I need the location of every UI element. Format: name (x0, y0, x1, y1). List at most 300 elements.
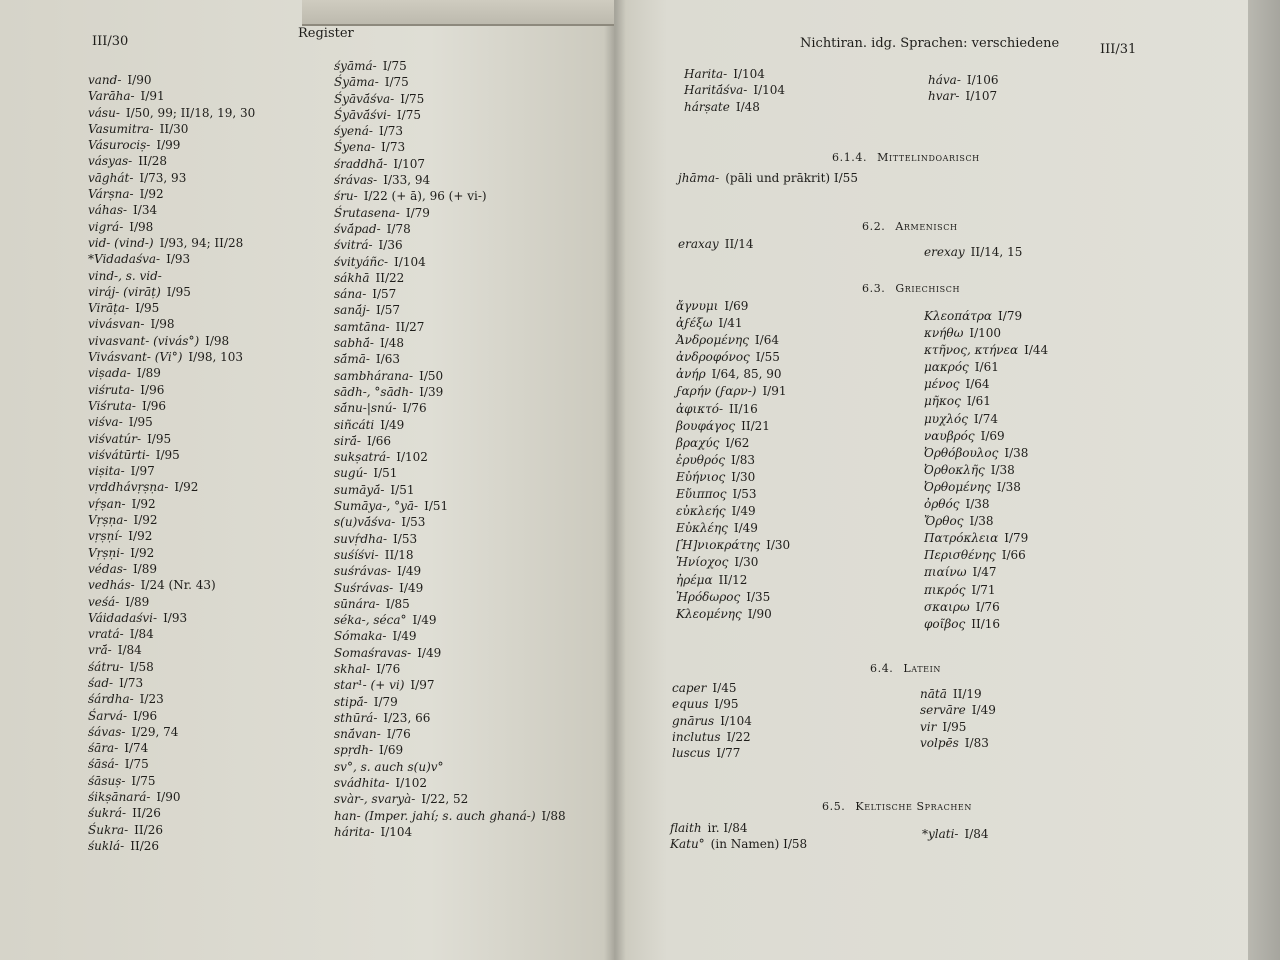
index-entry (88, 838, 255, 854)
index-reference: I/35 (746, 589, 771, 604)
index-reference: I/83 (731, 452, 756, 467)
index-entry (334, 58, 566, 74)
index-headword: erexay (924, 245, 965, 259)
index-entry (924, 582, 1048, 599)
index-headword: caper (672, 681, 707, 695)
index-entry (88, 121, 255, 137)
index-entry (334, 400, 566, 416)
index-headword: ἄγνυμι (676, 299, 719, 313)
index-headword: vásyas- (88, 154, 133, 169)
index-headword: sanā́j- (334, 303, 370, 318)
index-headword: ἀφικτό- (676, 401, 723, 416)
index-entry (88, 496, 255, 512)
index-reference: I/85 (385, 596, 410, 611)
section-entries-left (672, 680, 752, 761)
index-reference: I/107 (393, 156, 426, 171)
section-entries-left (678, 236, 754, 252)
section-heading-latein: 6.4. Latein (870, 662, 941, 675)
index-reference: I/76 (386, 727, 411, 742)
index-headword: suvṛ́dha- (334, 531, 388, 546)
index-reference: I/84 (117, 643, 142, 658)
index-reference: II/16 (729, 401, 758, 416)
index-reference: I/77 (716, 746, 741, 761)
index-headword: sukṣatrá- (334, 450, 391, 465)
index-headword: hárṣate (684, 99, 730, 114)
index-headword: Śyena- (334, 140, 376, 155)
index-headword: Suśrávas- (334, 580, 394, 595)
index-headword: samtāna- (334, 319, 390, 334)
index-headword: ναυβρός (924, 428, 975, 443)
index-entry (88, 414, 255, 430)
index-headword: śraddhā́- (334, 156, 388, 171)
index-headword: Katu° (670, 837, 705, 852)
index-reference: I/69 (980, 428, 1005, 443)
index-entry (676, 589, 790, 606)
index-reference: I/104 (720, 713, 752, 728)
index-entry (924, 393, 1048, 410)
index-headword: βραχύς (676, 435, 720, 450)
index-reference: I/71 (971, 582, 996, 597)
index-entry (672, 745, 752, 761)
index-reference: II/19 (952, 687, 982, 701)
index-reference: I/30 (734, 555, 759, 570)
index-entry (88, 365, 255, 381)
index-headword: Sumāya-, °yā- (334, 499, 419, 514)
index-reference: II/27 (395, 319, 425, 334)
index-entry (676, 418, 790, 435)
index-reference: I/96 (133, 708, 158, 723)
index-entry (334, 612, 566, 628)
index-reference: I/73 (378, 124, 404, 139)
index-headword: viśvátūrti- (88, 447, 150, 462)
index-entry (924, 564, 1048, 581)
index-entry (88, 268, 255, 284)
index-headword: śuklá- (88, 838, 125, 853)
index-headword: vind-, s. vid- (88, 268, 162, 283)
index-reference: I/75 (382, 59, 407, 73)
index-entry (88, 398, 255, 414)
index-headword: śikṣānará- (88, 790, 151, 805)
index-entry (334, 498, 566, 514)
index-reference: (in Namen) I/58 (710, 837, 808, 852)
index-headword: gnārus (672, 713, 715, 728)
index-reference: I/49 (417, 645, 442, 660)
index-entry (334, 221, 566, 237)
index-headword: śávas- (88, 724, 126, 739)
index-reference: I/98 (129, 219, 154, 234)
overlapping-book-edge (302, 0, 614, 26)
index-headword: háva- (928, 73, 961, 87)
index-entry (334, 628, 566, 644)
index-entry (676, 469, 790, 486)
index-entry (334, 547, 566, 563)
index-entry (672, 713, 752, 729)
index-reference: I/23, 66 (383, 710, 431, 725)
index-entry (924, 244, 1022, 260)
section-entries-right (924, 244, 1022, 260)
index-headword: μῆκος (924, 394, 961, 409)
index-reference: I/95 (128, 415, 153, 430)
index-headword: ἠρέμα (676, 572, 713, 587)
index-entry (334, 351, 566, 367)
index-entry (88, 431, 255, 447)
section-entries-left (678, 170, 858, 186)
index-entry (88, 708, 255, 724)
index-entry (676, 503, 790, 520)
index-reference: I/89 (125, 594, 150, 609)
index-reference: I/50, 99; II/18, 19, 30 (125, 105, 256, 120)
index-headword: spṛdh- (334, 743, 374, 758)
index-reference: I/93, 94; II/28 (159, 235, 244, 250)
index-headword: vásu- (88, 105, 120, 120)
index-entry (88, 186, 255, 202)
index-entry (672, 696, 752, 712)
section-entries-right (924, 308, 1048, 633)
index-entry (88, 284, 255, 300)
index-entry (670, 820, 807, 836)
index-headword: Harita- (684, 67, 728, 81)
index-entry (334, 824, 566, 840)
index-reference: I/61 (966, 394, 991, 409)
index-headword: sā́nu-|snú- (334, 401, 397, 416)
index-reference: I/95 (135, 301, 160, 316)
index-reference: I/83 (964, 735, 989, 750)
index-headword: Περισθένης (924, 548, 996, 563)
index-headword: vigrá- (88, 219, 124, 234)
index-headword: vṛṣṇí- (88, 529, 123, 544)
index-reference: I/97 (130, 464, 155, 479)
index-entry (88, 170, 255, 186)
index-entry (88, 512, 255, 528)
index-entry (88, 675, 255, 691)
index-reference: II/16 (971, 616, 1001, 631)
index-headword: vivásvan- (88, 317, 145, 332)
index-entry (88, 219, 255, 235)
index-reference: I/79 (405, 205, 430, 220)
index-entry (924, 462, 1048, 479)
section-heading-mittelindoarisch: 6.1.4. Mittelindoarisch (832, 151, 980, 164)
index-headword: vand- (88, 73, 122, 87)
index-entry (334, 368, 566, 384)
index-entry (676, 486, 790, 503)
section-heading-keltische-sprachen: 6.5. Keltische Sprachen (822, 800, 972, 813)
index-reference: I/93 (166, 252, 191, 267)
index-headword: śvā́pad- (334, 221, 381, 236)
index-reference: I/61 (974, 360, 999, 375)
index-reference: I/66 (1001, 548, 1026, 563)
index-entry (920, 735, 996, 751)
index-reference: II/26 (134, 822, 163, 837)
index-headword: πιαίνω (924, 565, 967, 580)
index-reference: I/97 (410, 678, 435, 693)
index-headword: vedhás- (88, 578, 135, 593)
index-entry (922, 826, 989, 842)
index-entry (334, 514, 566, 530)
index-entry (684, 66, 785, 82)
index-headword: veśá- (88, 594, 120, 609)
index-reference: I/92 (130, 545, 155, 560)
index-entry (334, 188, 566, 204)
index-entry (334, 91, 566, 107)
index-entry (334, 645, 566, 661)
page-stack-edge (1248, 0, 1280, 960)
index-headword: Várṣna- (88, 187, 134, 202)
index-column-a (88, 72, 255, 854)
book-gutter (604, 0, 626, 960)
index-headword: śárdha- (88, 692, 134, 707)
index-entry (334, 775, 566, 791)
index-entry (924, 479, 1048, 496)
index-reference: I/58 (129, 659, 154, 674)
index-entry (924, 376, 1048, 393)
index-headword: κνήθω (924, 326, 964, 341)
index-entry (88, 382, 255, 398)
index-reference: I/38 (1004, 445, 1029, 460)
index-entry (676, 315, 790, 332)
index-headword: viśruta- (88, 382, 135, 397)
index-reference: I/95 (714, 697, 739, 712)
index-headword: viśva- (88, 415, 123, 430)
index-headword: *Vidadaśva- (88, 252, 161, 267)
index-headword: *ylati- (922, 827, 959, 841)
index-reference: I/89 (136, 366, 161, 381)
index-headword: Ὀρθόβουλος (924, 445, 999, 460)
index-headword: ὀρθός (924, 497, 960, 512)
index-reference: I/33, 94 (383, 173, 431, 188)
index-entry (88, 724, 255, 740)
index-headword: εὐκλεής (676, 504, 726, 519)
index-headword: Ἡνίοχος (676, 555, 729, 570)
index-entry (920, 702, 996, 718)
index-headword: viṣada- (88, 366, 131, 381)
section-heading-armenisch: 6.2. Armenisch (862, 220, 958, 233)
index-entry (676, 452, 790, 469)
index-headword: equus (672, 697, 709, 712)
index-entry (88, 235, 255, 251)
index-entry (334, 319, 566, 335)
index-reference: I/98, 103 (188, 350, 243, 365)
index-headword: Śyāvā́śva- (334, 91, 395, 106)
index-headword: ἀνδροφόνος (676, 350, 750, 365)
index-reference: I/104 (733, 67, 765, 81)
index-reference: I/34 (133, 203, 158, 218)
index-headword: vṛ́ṣan- (88, 496, 126, 511)
index-entry (334, 205, 566, 221)
index-reference: I/74 (973, 411, 998, 426)
index-reference: I/92 (128, 529, 153, 544)
index-entry (88, 642, 255, 658)
index-entry (334, 710, 566, 726)
index-headword: Haritā́śva- (684, 83, 748, 98)
index-entry (88, 577, 255, 593)
index-entry (88, 333, 255, 349)
index-entry (676, 401, 790, 418)
index-headword: Śrutasena- (334, 205, 400, 220)
index-entry (334, 726, 566, 742)
index-headword: viráj- (virāṭ) (88, 284, 161, 299)
index-reference: ir. I/84 (707, 821, 748, 835)
index-headword: Virāṭa- (88, 301, 130, 316)
index-headword: [Ἡ]νιοκράτης (676, 538, 761, 553)
index-entry (334, 302, 566, 318)
index-headword: svàr-, svaryà- (334, 792, 416, 807)
index-reference: I/38 (996, 479, 1021, 494)
index-entry (334, 563, 566, 579)
index-headword: suśíśvi- (334, 547, 379, 562)
index-entry (88, 626, 255, 642)
index-entry (334, 139, 566, 155)
index-entry (334, 742, 566, 758)
index-entry (334, 74, 566, 90)
index-entry (334, 417, 566, 433)
index-entry (334, 808, 566, 824)
index-headword: śad- (88, 675, 114, 690)
index-headword: φοῖβος (924, 616, 966, 631)
index-headword: siñcáti (334, 417, 375, 432)
section-entries-left (676, 298, 790, 623)
index-headword: śátru- (88, 659, 124, 674)
index-reference: II/14 (724, 237, 754, 251)
index-headword: luscus (672, 746, 711, 761)
index-reference: I/88 (541, 808, 566, 823)
index-reference: I/92 (133, 513, 158, 528)
index-headword: Πατρόκλεια (924, 531, 999, 546)
index-reference: I/55 (755, 350, 780, 365)
index-entry (88, 251, 255, 267)
index-reference: I/79 (1004, 531, 1029, 546)
section-entries-right (920, 686, 996, 751)
index-entry (334, 433, 566, 449)
index-headword: sā́mā- (334, 352, 370, 367)
index-entry (88, 349, 255, 365)
index-entry (88, 72, 255, 88)
index-headword: sūnára- (334, 596, 380, 611)
index-headword: ἀϝέξω (676, 316, 713, 331)
index-reference: I/64 (965, 377, 990, 392)
index-reference: I/38 (965, 497, 990, 512)
index-reference: I/75 (384, 75, 409, 90)
index-reference: I/102 (396, 450, 428, 465)
index-headword: flaith (670, 821, 702, 835)
index-entry (672, 729, 752, 745)
left-running-head: Register (298, 26, 354, 41)
index-headword: sambhárana- (334, 368, 414, 383)
index-entry (334, 531, 566, 547)
index-headword: sādh-, °sādh- (334, 384, 414, 399)
index-entry (334, 384, 566, 400)
index-reference: I/98 (205, 333, 230, 348)
index-headword: viśvatúr- (88, 431, 142, 446)
index-reference: I/29, 74 (131, 724, 179, 739)
index-reference: I/30 (731, 469, 756, 484)
index-entry (678, 170, 858, 186)
index-reference: I/92 (131, 496, 156, 511)
index-headword: skhal- (334, 661, 371, 676)
index-headword: ϝαρήν (ϝαρν-) (676, 384, 757, 399)
index-reference: I/49 (397, 564, 422, 579)
index-headword: Κλεομένης (676, 606, 742, 621)
index-reference: I/73 (119, 675, 144, 690)
index-reference: II/26 (132, 806, 161, 821)
index-headword: s(u)vā́śva- (334, 515, 396, 530)
index-headword: μακρός (924, 360, 969, 375)
index-entry (88, 202, 255, 218)
index-entry (334, 694, 566, 710)
index-headword: hárita- (334, 824, 375, 839)
index-reference: I/44 (1024, 343, 1049, 358)
index-reference: I/64 (754, 333, 779, 348)
index-headword: κτῆνος, κτήνεα (924, 343, 1019, 358)
index-reference: I/89 (132, 561, 157, 576)
index-entry (676, 606, 790, 623)
index-headword: suśrávas- (334, 564, 392, 579)
index-entry (88, 659, 255, 675)
index-reference: I/23 (139, 692, 164, 707)
index-headword: viṣita- (88, 464, 125, 479)
index-headword: séka-, séca° (334, 613, 407, 628)
index-reference: I/38 (969, 514, 994, 529)
index-reference: I/92 (174, 480, 199, 495)
index-entry (88, 822, 255, 838)
index-entry (88, 805, 255, 821)
index-headword: eraxay (678, 237, 719, 251)
index-entry (88, 594, 255, 610)
index-entry (334, 172, 566, 188)
index-column-b (334, 58, 566, 840)
index-entry (88, 528, 255, 544)
index-entry (334, 661, 566, 677)
index-headword: Εὐήνιος (676, 469, 726, 484)
index-entry (924, 411, 1048, 428)
index-headword: Vásurociṣ- (88, 138, 151, 153)
index-reference: I/22, 52 (421, 792, 469, 807)
index-entry (684, 99, 785, 115)
index-headword: vivasvant- (vivás°) (88, 333, 200, 348)
index-headword: śyená- (334, 124, 373, 139)
index-entry (88, 447, 255, 463)
index-reference: I/49 (392, 629, 417, 644)
index-entry (924, 445, 1048, 462)
index-reference: I/48 (735, 99, 760, 114)
index-reference: I/45 (712, 681, 737, 695)
index-entry (88, 740, 255, 756)
index-reference: I/50 (419, 368, 444, 383)
index-headword: Somaśravas- (334, 645, 412, 660)
index-reference: I/36 (378, 238, 403, 253)
index-reference: I/95 (942, 719, 967, 734)
index-headword: stipā́- (334, 694, 368, 709)
index-reference: I/75 (124, 757, 149, 772)
index-headword: śvitrá- (334, 238, 373, 253)
index-headword: Vivásvant- (Vi°) (88, 350, 183, 365)
index-reference: I/48 (379, 336, 404, 351)
index-headword: Váidadaśvi- (88, 610, 158, 625)
index-reference: I/74 (124, 741, 149, 756)
index-headword: śvityáñc- (334, 254, 389, 269)
index-headword: sv°, s. auch s(u)v° (334, 759, 444, 774)
index-entry (88, 105, 255, 121)
index-headword: Śyāma- (334, 75, 379, 90)
index-entry (676, 349, 790, 366)
index-headword: Vṛṣṇi- (88, 545, 125, 560)
index-reference: I/63 (375, 352, 400, 367)
index-entry (334, 286, 566, 302)
index-reference: I/49 (380, 417, 405, 432)
index-entry (924, 428, 1048, 445)
index-headword: Śukra- (88, 822, 129, 837)
index-entry (88, 300, 255, 316)
index-entry (88, 545, 255, 561)
